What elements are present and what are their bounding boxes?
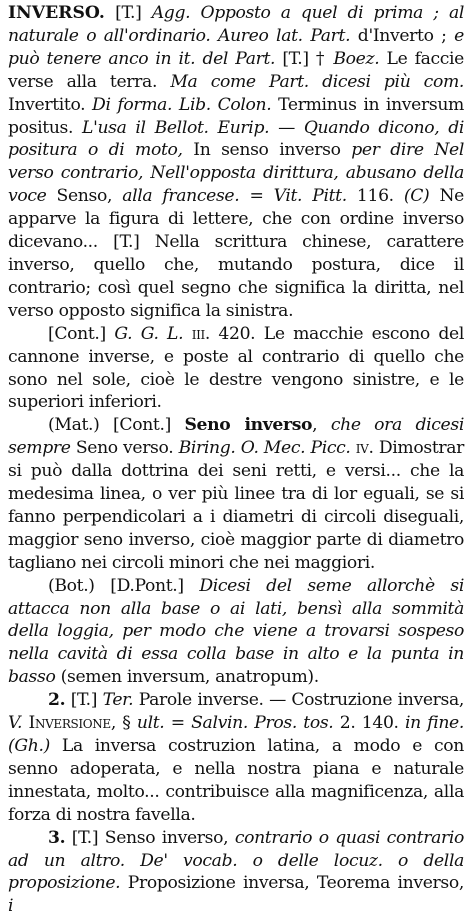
italic-segment: (C) (403, 186, 430, 207)
italic-segment: in fine. (Gh.) (8, 713, 464, 756)
paragraph-sense-2 (8, 689, 464, 826)
italic-segment: G. G. L. (114, 323, 184, 344)
text-segment: 116. (346, 186, 404, 207)
dictionary-entry (8, 2, 464, 918)
paragraph-cont-gal (8, 323, 464, 415)
italic-segment: alla francese. (122, 186, 240, 207)
text-segment: In senso inverso (182, 140, 352, 161)
small-caps-segment: iv (355, 438, 369, 459)
text-segment: (Mat.) [Cont.] (48, 415, 185, 436)
text-segment: (Bot.) [D.Pont.] (48, 575, 200, 596)
italic-segment: Di forma. Lib. Colon. (92, 94, 272, 115)
paragraph-sense-3 (8, 827, 464, 918)
sense-number: 2. (48, 690, 66, 711)
text-segment: Senso, (46, 186, 123, 207)
text-segment (183, 324, 191, 344)
text-segment: Proposizione inversa, Teorema inverso, (120, 873, 464, 894)
text-segment: = (239, 186, 274, 207)
italic-segment: Agg. Opposto a quel di prima ; al naturale o all'ordinario. Aureo lat. Part. (8, 3, 465, 46)
text-segment: [T.] † (275, 48, 334, 69)
italic-segment: per dire Nel verso contrario, Nell'opposta dirittura, abusano della voce (8, 140, 464, 207)
italic-segment: Biring. O. Mec. Picc. (178, 438, 351, 459)
italic-segment: i (8, 896, 14, 917)
text-segment: Parole inverse. — Costruzione inversa, (133, 690, 465, 711)
text-segment: Seno verso. (70, 438, 179, 459)
text-segment: , (312, 415, 331, 436)
paragraph-mat (8, 414, 464, 574)
text-segment: . Dimostrar si può dalla dottrina dei seni retti, e versi... che la medesima linea, o ver più linee tra di lor eguali, se si fanno perpendicolari a i diametri di circoli diseguali, maggior seno inverso, cioè maggior parte di diametro tagliano nei circoli minori che nei maggiori. (8, 438, 465, 573)
text-segment: Invertito. (8, 94, 93, 115)
text-segment: La inversa costruzion latina, a modo e con senno adoperata, e nella nostra piana e naturale innestata, molto... contribuisce alla magnificenza, alla forza di nostra favella. (8, 736, 464, 825)
italic-segment: V. (8, 713, 23, 734)
bold-term: Seno inverso (184, 415, 313, 436)
italic-segment: Ma come Part. dicesi più com. (170, 71, 465, 92)
text-segment: [T.] (65, 690, 103, 711)
small-caps-segment: Inversione (28, 713, 111, 734)
text-segment: (semen inversum, anatropum). (55, 667, 319, 688)
text-segment: . 420. Le macchie escono del cannone inverse, e poste al contrario di quello che sono nel sole, cioè le destre vengono sinistre, e le superiori inferiori. (8, 323, 464, 413)
italic-segment: Vit. Pitt. (273, 186, 347, 207)
sense-number: 3. (48, 827, 66, 848)
italic-segment: L'usa il Bellot. Eurip. (82, 117, 270, 138)
italic-segment: Boez. (333, 48, 380, 69)
italic-segment: che ora dicesi sempre (8, 415, 464, 459)
italic-segment: ult. (136, 713, 165, 734)
text-segment: d'Inverto ; (350, 25, 455, 46)
italic-segment: e può tenere anco in it. del Part. (8, 25, 464, 69)
small-caps-segment: iii (191, 323, 205, 344)
text-segment: — (269, 117, 304, 138)
italic-segment: Salvin. Pros. tos. (191, 713, 334, 734)
text-segment: Le faccie verse alla terra. (8, 48, 465, 92)
text-segment: = (164, 713, 192, 734)
paragraph-headword (8, 2, 464, 323)
italic-segment: Dicesi del seme allorchè si attacca non alla base o ai lati, bensì alla sommità della loggia, per modo che viene a trovarsi sospeso nella cavità di essa colla base in alto e la punta in basso (8, 575, 465, 688)
text-segment: [T.] (104, 3, 152, 23)
italic-segment: Quando dicono, di positura o di moto, (8, 117, 464, 161)
text-segment: Ne apparve la figura di lettere, che con ordine inverso dicevano... [T.] Nella scrittura chinese, carattere inverso, quello che, mutando postura, dice il contrario; così quel segno che significa la diritta, nel verso opposto significa la sinistra. (8, 186, 465, 321)
headword: INVERSO. (8, 3, 105, 23)
text-segment: , § (110, 713, 137, 734)
italic-segment: Ter. (102, 690, 134, 711)
text-segment: 2. 140. (333, 713, 405, 734)
italic-segment: contrario o quasi contrario ad un altro. De' vocab. o delle locuz. o della proposizione. (8, 827, 465, 894)
text-segment: Terminus in inversum positus. (8, 94, 464, 138)
paragraph-bot (8, 575, 464, 690)
text-segment: [Cont.] (48, 323, 115, 344)
text-segment: [T.] Senso inverso, (65, 827, 235, 848)
